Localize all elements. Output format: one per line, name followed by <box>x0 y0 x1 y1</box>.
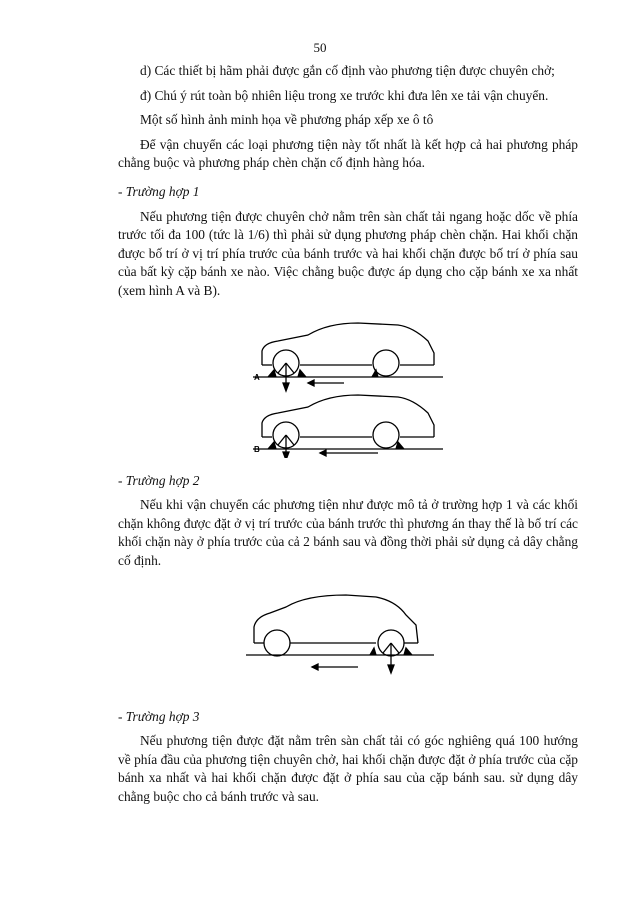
paragraph-illustration-intro: Một số hình ảnh minh họa về phương pháp xếp xe ô tô <box>140 112 434 128</box>
figure-case1 <box>248 313 448 458</box>
car-illustration-case2 <box>246 593 436 688</box>
page-number: 50 <box>313 40 327 55</box>
paragraph-method: Để vận chuyển các loại phương tiện này tốt nhất là kết hợp cả hai phương pháp chằng buộc và phương pháp chèn chặn cố định hàng hóa. <box>118 136 578 171</box>
figure-label-b: B <box>254 444 260 454</box>
case3-body: Nếu phương tiện được đặt nằm trên sàn chất tải có góc nghiêng quá 100 hướng về phía đầu của phương tiện chuyên chở, hai khối chặn được đặt ở phía trước của cặp bánh xa nhất và hai khối chặn được đặt ở phía sau của cặp bánh sau. sử dụng dây chằng buộc cho cả bánh trước và sau. <box>118 733 578 804</box>
car-a-drawing <box>253 323 443 391</box>
figure-case2 <box>246 593 436 688</box>
paragraph-dd: đ) Chú ý rút toàn bộ nhiên liệu trong xe trước khi đưa lên xe tải vận chuyển. <box>140 87 549 103</box>
document-body <box>118 62 578 812</box>
case2-heading: - Trường hợp 2 <box>118 472 200 488</box>
car-b-drawing <box>253 395 443 458</box>
case1-body: Nếu phương tiện được chuyên chở nằm trên sàn chất tải ngang hoặc dốc về phía trước tối đa 100 (tức là 1/6) thì phải sử dụng phương pháp chèn chặn. Hai khối chặn được bố trí ở vị trí phía trước của bánh trước và hai khối chặn được bố trí ở phía sau của bất kỳ cặp bánh xe nào. Việc chằng buộc được áp dụng cho cặp bánh xe xa nhất (xem hình A và B). <box>118 208 578 298</box>
figure-label-a: A <box>254 372 260 382</box>
car-illustration-ab <box>248 313 448 458</box>
case2-body: Nếu khi vận chuyển các phương tiện như được mô tả ở trường hợp 1 và các khối chặn không được đặt ở vị trí trước của bánh trước thì phương án thay thế là bố trí các khối chặn này ở phía trước của cả 2 bánh sau và đồng thời phải sử dụng cả dây chằng cố định. <box>118 497 578 568</box>
paragraph-d: d) Các thiết bị hãm phải được gắn cố định vào phương tiện được chuyên chở; <box>140 63 555 78</box>
case1-heading: - Trường hợp 1 <box>118 183 200 199</box>
case3-heading: - Trường hợp 3 <box>118 708 200 724</box>
